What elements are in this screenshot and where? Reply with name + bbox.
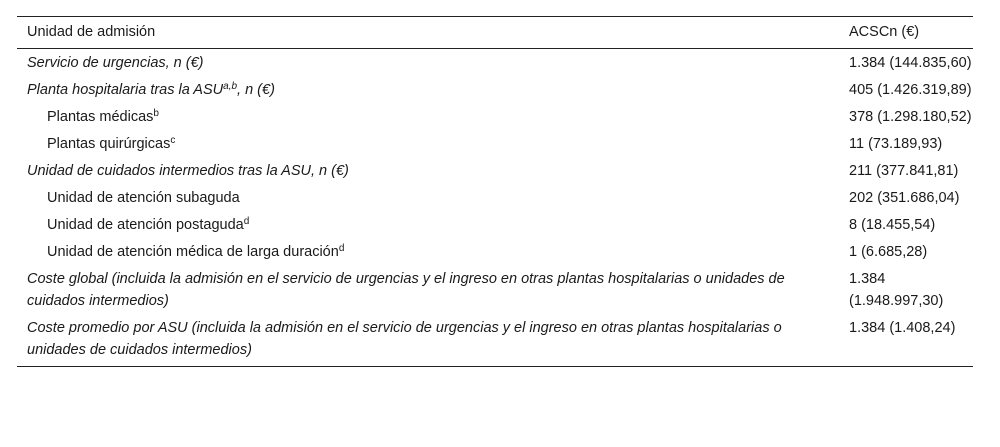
row-label: Unidad de atención médica de larga duración$^d$: [47, 243, 345, 260]
footnote-marker: d: [338, 243, 345, 254]
row-label: Plantas médicas$^b$: [47, 108, 159, 125]
table-row: [17, 184, 973, 211]
row-label: Unidad de cuidados intermedios tras la ASU, n (€): [27, 163, 349, 179]
row-value: 1 (6.685,28): [849, 244, 928, 260]
row-value: 202 (351.686,04): [849, 190, 960, 206]
admission-cost-table: [17, 16, 973, 367]
table-row: [17, 49, 973, 77]
footnote-marker: b: [153, 108, 159, 119]
row-value: 8 (18.455,54): [849, 217, 936, 233]
table-row: [17, 265, 973, 314]
table-row: [17, 130, 973, 157]
row-label: Unidad de atención postaguda$^d$: [47, 216, 250, 233]
row-label: Unidad de atención subaguda: [47, 190, 240, 206]
footnote-marker: c: [170, 135, 176, 146]
row-label: Plantas quirúrgicas$^c$: [47, 135, 176, 152]
header-acscn: ACSCn (€): [837, 17, 973, 49]
row-value: 211 (377.841,81): [849, 163, 959, 179]
table-row: [17, 211, 973, 238]
footnote-marker: a,b: [223, 81, 238, 92]
row-label: Coste global (incluida la admisión en el servicio de urgencias y el ingreso en otras plantas hospitalarias o unidades de cuidados intermedios): [27, 271, 785, 309]
table-row: [17, 103, 973, 130]
row-value: 378 (1.298.180,52): [849, 109, 972, 125]
row-value: 405 (1.426.319,89): [849, 82, 972, 98]
row-value: 1.384 (1.408,24): [837, 314, 973, 367]
data-table-container: [17, 16, 973, 367]
table-header-row: [17, 17, 973, 49]
row-value: 1.384 (1.948.997,30): [849, 271, 944, 309]
table-row: [17, 314, 973, 367]
row-label: Planta hospitalaria tras la ASU$^{a,b}$, n (€): [27, 81, 275, 98]
row-value: 11 (73.189,93): [849, 136, 943, 152]
header-unidad: Unidad de admisión: [17, 17, 837, 49]
table-row: [17, 76, 973, 103]
row-label: Coste promedio por ASU (incluida la admisión en el servicio de urgencias y el ingreso en otras plantas hospitalarias o unidades de cuidados intermedios): [17, 314, 837, 367]
row-value: 1.384 (144.835,60): [849, 55, 972, 71]
table-row: [17, 157, 973, 184]
table-row: [17, 238, 973, 265]
footnote-marker: d: [243, 216, 250, 227]
row-label: Servicio de urgencias, n (€): [27, 55, 204, 71]
